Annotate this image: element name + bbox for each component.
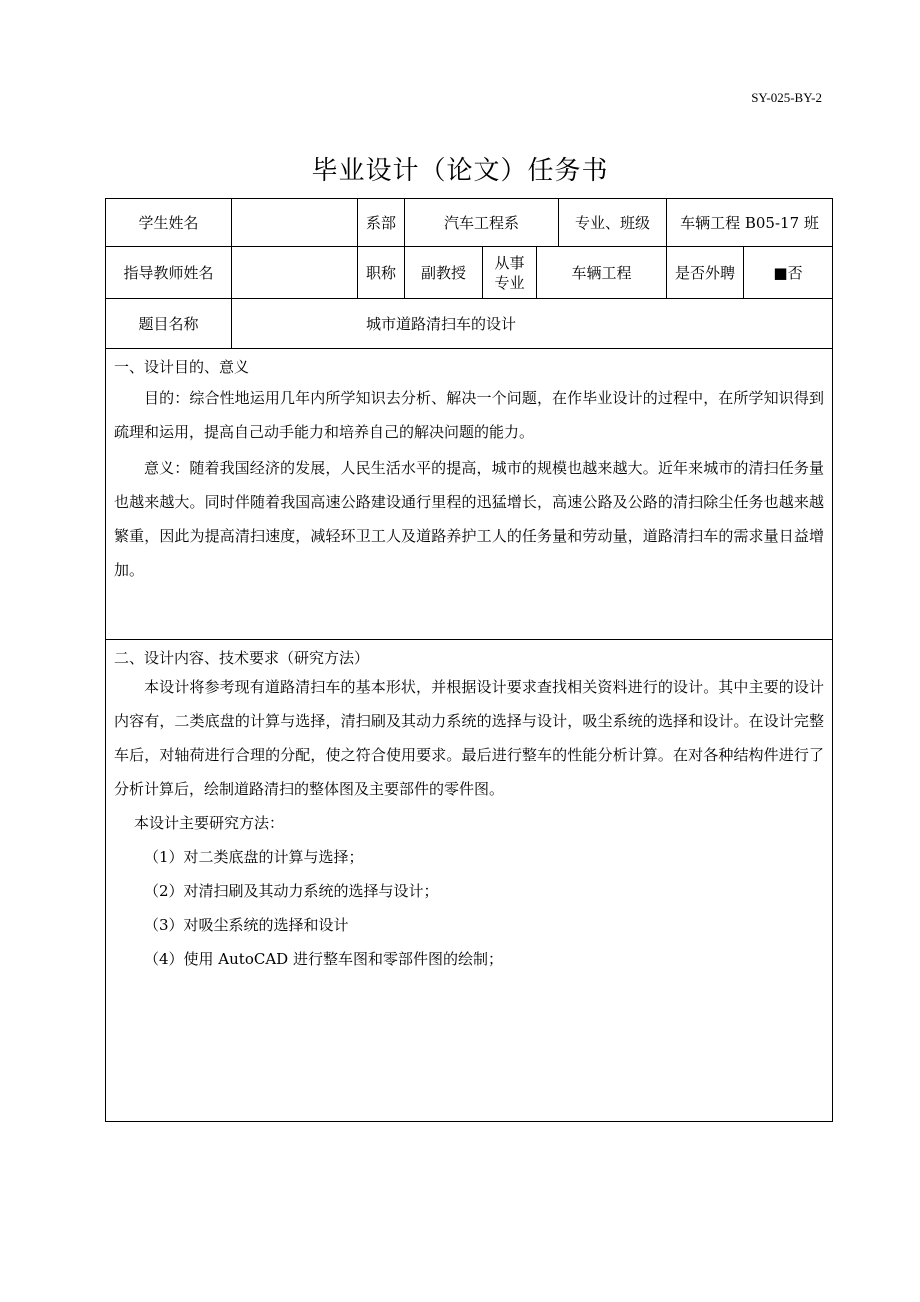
student-name-label: 学生姓名 <box>106 199 232 247</box>
task-table <box>105 198 833 1122</box>
method-item: （1）对二类底盘的计算与选择； <box>144 848 364 866</box>
page-title: 毕业设计（论文）任务书 <box>311 156 609 186</box>
section-content <box>106 640 832 1121</box>
external-hire-value: ■否 <box>744 247 832 299</box>
methods-heading: 本设计主要研究方法： <box>134 814 285 832</box>
student-name-value <box>232 199 358 247</box>
section-purpose <box>106 349 832 640</box>
content-paragraph: 本设计将参考现有道路清扫车的基本形状，并根据设计要求查找相关资料进行的设计。其中主要的设计内容有，二类底盘的计算与选择，清扫刷及其动力系统的选择与设计，吸尘系统的选择和设计。在设计完整车后，对轴荷进行合理的分配，使之符合使用要求。最后进行整车的性能分析计算。在对各种结构件进行了分析计算后，绘制道路清扫的整体图及主要部件的零件图。 <box>114 678 824 798</box>
field-label <box>483 247 537 299</box>
significance-paragraph: 意义：随着我国经济的发展，人民生活水平的提高，城市的规模也越来越大。近年来城市的清扫任务量也越来越大。同时伴随着我国高速公路建设通行里程的迅猛增长，高速公路及公路的清扫除尘任务也越来越繁重，因此为提高清扫速度，减轻环卫工人及道路养护工人的任务量和劳动量，道路清扫车的需求量日益增加。 <box>114 459 824 579</box>
field-label-line1: 从事 <box>494 253 525 272</box>
method-item: （4）使用 AutoCAD 进行整车图和零部件图的绘制； <box>144 950 503 968</box>
section-purpose-heading: 一、设计目的、意义 <box>114 358 250 376</box>
major-class-value: 车辆工程 B05-17 班 <box>667 199 832 247</box>
major-class-label: 专业、班级 <box>559 199 667 247</box>
advisor-name-value <box>232 247 358 299</box>
topic-label: 题目名称 <box>106 299 232 349</box>
external-hire-label: 是否外聘 <box>667 247 744 299</box>
department-value: 汽车工程系 <box>405 199 559 247</box>
section-content-heading: 二、设计内容、技术要求（研究方法） <box>114 649 370 667</box>
method-item: （2）对清扫刷及其动力系统的选择与设计； <box>144 882 439 900</box>
document-code: SY-025-BY-2 <box>751 90 822 105</box>
title-rank-label: 职称 <box>358 247 405 299</box>
title-rank-value: 副教授 <box>405 247 483 299</box>
department-label: 系部 <box>358 199 405 247</box>
field-value: 车辆工程 <box>537 247 667 299</box>
method-item: （3）对吸尘系统的选择和设计 <box>144 916 349 934</box>
advisor-name-label: 指导教师姓名 <box>106 247 232 299</box>
topic-value: 城市道路清扫车的设计 <box>232 299 832 349</box>
purpose-paragraph: 目的：综合性地运用几年内所学知识去分析、解决一个问题，在作毕业设计的过程中，在所学知识得到疏理和运用，提高自己动手能力和培养自己的解决问题的能力。 <box>114 389 824 441</box>
field-label-line2: 专业 <box>494 273 525 292</box>
